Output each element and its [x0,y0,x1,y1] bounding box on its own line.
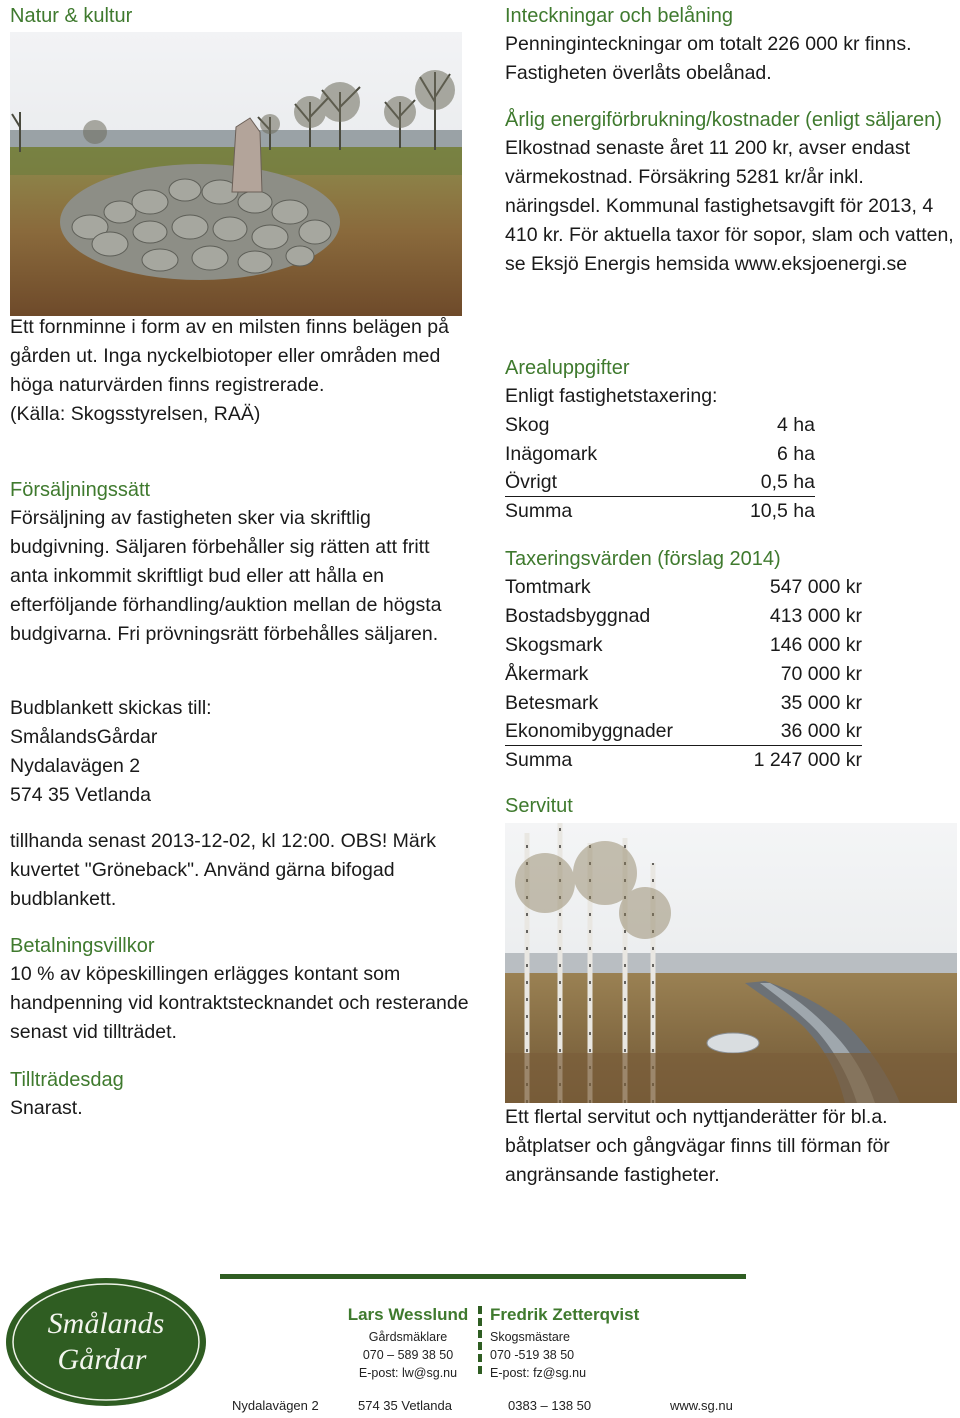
tax-label: Betesmark [505,692,599,714]
tax-row [505,602,862,631]
bid-street: Nydalavägen 2 [10,755,141,777]
tax-label: Åkermark [505,663,589,685]
tax-heading: Taxeringsvärden (förslag 2014) [505,548,781,570]
area-row [505,440,815,469]
footer-city: 574 35 Vetlanda [358,1398,452,1413]
agent-email[interactable]: E-post: lw@sg.nu [358,1366,458,1380]
creek-photo [505,823,957,1103]
tax-label: Bostadsbyggnad [505,605,651,627]
area-label: Övrigt [505,471,558,493]
area-heading: Arealuppgifter [505,357,630,379]
footer-divider-line [220,1274,746,1279]
area-label: Skog [505,414,550,436]
area-label: Inägomark [505,443,598,465]
agent-title: Gårdsmäklare [368,1330,448,1344]
tax-row [505,660,862,689]
area-label: Summa [505,500,573,522]
agent-email[interactable]: E-post: fz@sg.nu [490,1366,587,1380]
area-row-total [505,497,815,526]
nature-text: Ett fornminne i form av en milsten finns belägen på gården ut. Inga nyckelbiotoper eller områden med höga naturvärden finns registrerade. [10,316,449,396]
nature-heading: Natur & kultur [10,5,133,27]
mortgage-text: Penninginteckningar om totalt 226 000 kr finns. Fastigheten överlåts obelånad. [505,33,912,84]
tax-label: Tomtmark [505,576,591,598]
tax-row [505,689,862,718]
contact-divider [478,1306,482,1378]
agent-phone: 070 -519 38 50 [490,1348,575,1362]
mortgage-heading: Inteckningar och belåning [505,5,733,27]
agent-phone: 070 – 589 38 50 [362,1348,454,1362]
tax-label: Summa [505,749,573,771]
tax-value: 146 000 kr [769,634,862,656]
servitude-text: Ett flertal servitut och nyttjanderätter för bl.a. båtplatser och gångvägar finns till förman för angränsande fastigheter. [505,1106,890,1186]
payment-heading: Betalningsvillkor [10,935,155,957]
energy-heading: Årlig energiförbrukning/kostnader (enligt säljaren) [505,109,942,131]
area-row [505,411,815,440]
area-value: 10,5 ha [749,500,815,522]
tax-value: 413 000 kr [769,605,862,627]
agent-title: Skogsmästare [490,1330,570,1344]
area-intro: Enligt fastighetstaxering: [505,385,718,407]
tax-value: 36 000 kr [780,720,862,742]
tax-value: 70 000 kr [780,663,862,685]
access-text: Snarast. [10,1097,83,1119]
tax-label: Ekonomibyggnader [505,720,674,742]
tax-row-total [505,746,862,775]
area-table [505,411,815,526]
footer-phone: 0383 – 138 50 [508,1398,592,1413]
footer-address: Nydalavägen 2 [232,1398,319,1413]
milestone-photo [10,32,462,316]
payment-text: 10 % av köpeskillingen erlägges kontant som handpenning vid kontraktstecknandet och resterande senast vid tillträdet. [10,963,469,1043]
tax-value: 35 000 kr [780,692,862,714]
logo-line1: Smålands [47,1307,165,1340]
agent-card-fredrik [490,1302,670,1382]
tax-value: 1 247 000 kr [753,749,862,771]
bid-company: SmålandsGårdar [10,726,158,748]
area-value: 6 ha [777,443,815,465]
servitude-heading: Servitut [505,795,573,817]
area-value: 4 ha [777,414,815,436]
logo-line2: Gårdar [57,1343,147,1376]
sale-text: Försäljning av fastigheten sker via skriftlig budgivning. Säljaren förbehåller sig rätten att fritt anta inkommit skriftligt bud eller att hålla en efterföljande förhandling/auktion mellan de högsta budgivarna. Fri prövningsrätt förbehålles säljaren. [10,507,442,645]
area-row [505,469,815,497]
sale-heading: Försäljningssätt [10,479,151,501]
tax-label: Skogsmark [505,634,603,656]
agent-name: Lars Wesslund [347,1305,469,1324]
tax-row [505,631,862,660]
tax-value: 547 000 kr [769,576,862,598]
nature-source: (Källa: Skogsstyrelsen, RAÄ) [10,403,261,425]
tax-table [505,573,862,775]
bid-intro: Budblankett skickas till: [10,697,212,719]
bid-city: 574 35 Vetlanda [10,784,151,806]
agent-name: Fredrik Zetterqvist [490,1305,640,1324]
tax-row [505,573,862,602]
area-value: 0,5 ha [760,471,815,493]
smalands-gardar-logo [4,1275,208,1410]
access-heading: Tillträdesdag [10,1069,124,1091]
agent-card-lars [328,1302,488,1382]
footer-website[interactable]: www.sg.nu [670,1398,733,1413]
tax-row [505,718,862,746]
energy-text: Elkostnad senaste året 11 200 kr, avser endast värmekostnad. Försäkring 5281 kr/år inkl. näringsdel. Kommunal fastighetsavgift för 2013, 4 410 kr. För aktuella taxor för sopor, slam och vatten, se Eksjö Energis hemsida www.eksjoenergi.se [505,137,954,275]
bid-deadline: tillhanda senast 2013-12-02, kl 12:00. OBS! Märk kuvertet "Gröneback". Använd gärna bifogad budblankett. [10,830,436,910]
